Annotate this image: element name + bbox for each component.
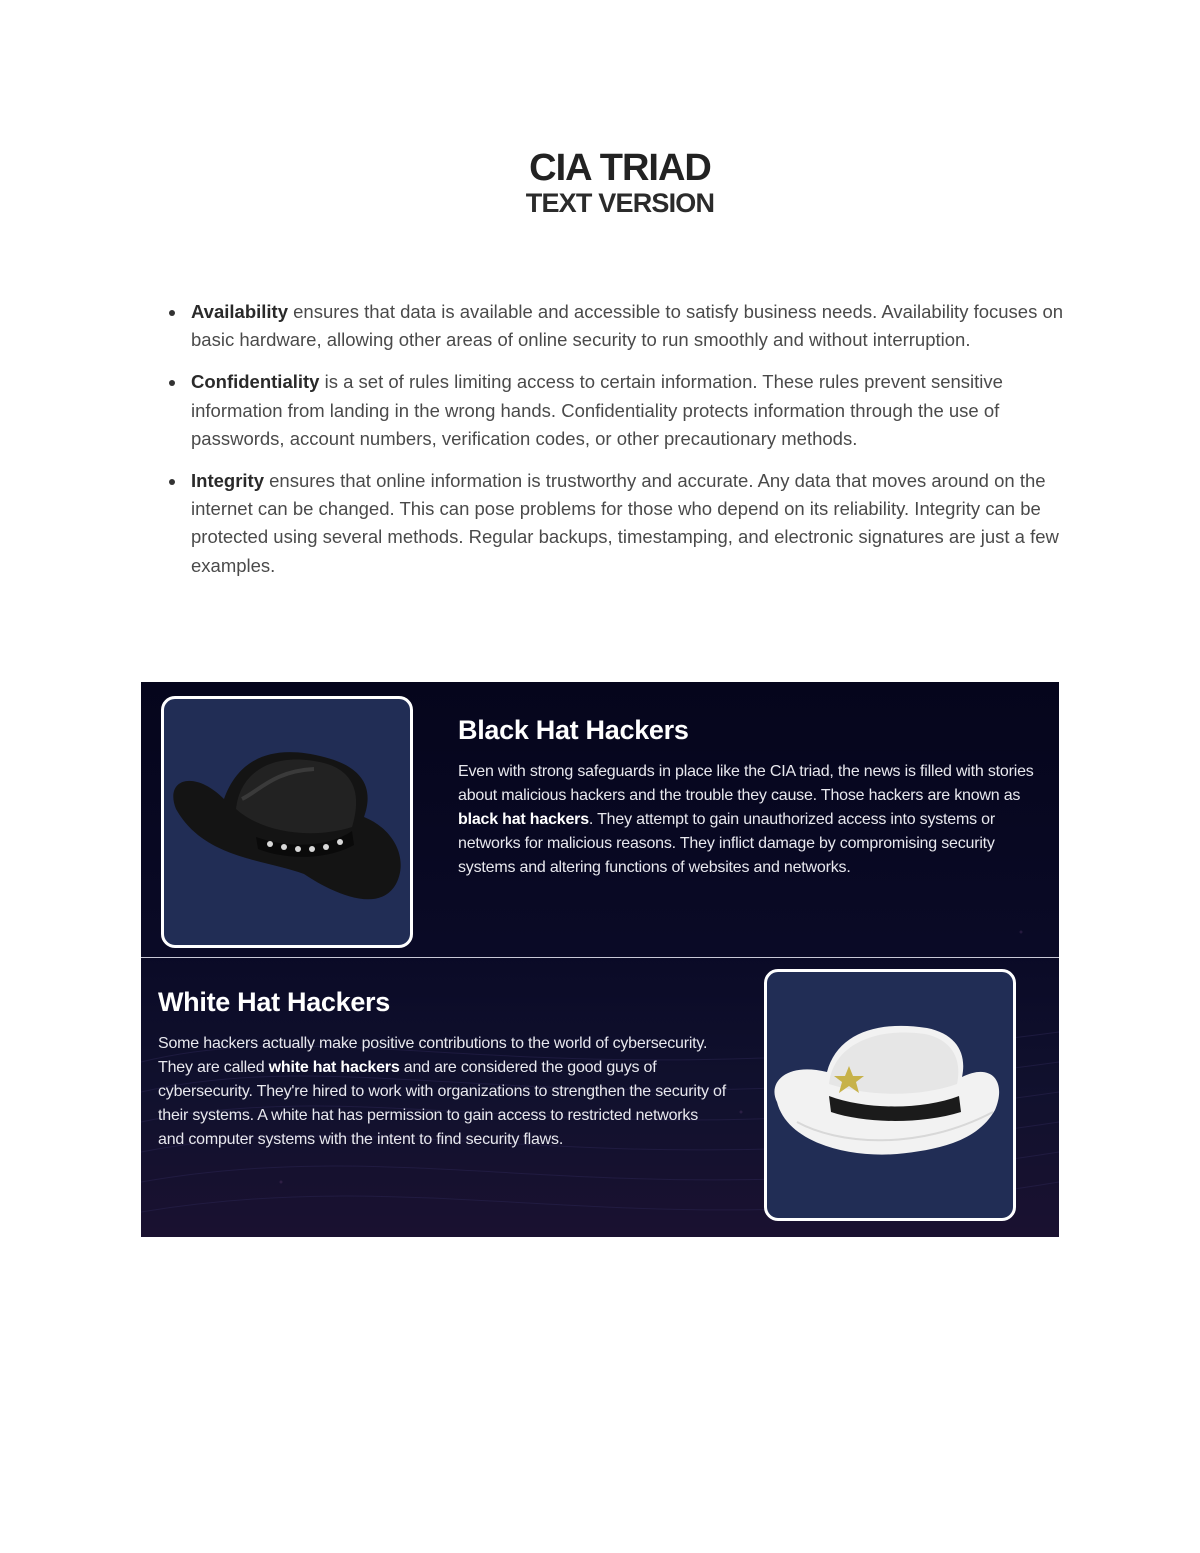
page-header: [0, 148, 1200, 218]
white-hat-card: [764, 969, 1016, 1221]
bullet-term: Confidentiality: [191, 371, 320, 393]
bullet-term: Availability: [191, 301, 288, 322]
white-hat-body-after: and are considered the good guys of cybersecurity. They're hired to work with organizations to strengthen the security of their systems. A white hat has permission to gain access to restricted networks and computer systems with the intent to find security flaws.: [158, 1059, 726, 1148]
bullet-text: ensures that data is available and accessible to satisfy business needs. Availability focuses on basic hardware, allowing other areas of online security to run smoothly and without interruption.: [191, 301, 1064, 351]
bullet-availability: [167, 298, 1067, 354]
black-hat-body: [458, 760, 1040, 880]
black-hat-body-after: . They attempt to gain unauthorized access into systems or networks for malicious reasons. They inflict damage by compromising security systems and altering functions of websites and networks.: [458, 811, 996, 876]
black-hat-card: [161, 696, 413, 948]
white-hat-icon: [767, 972, 1013, 1218]
black-hat-icon: [164, 699, 410, 945]
black-hat-body-bold: black hat hackers: [458, 811, 589, 828]
bullet-text: is a set of rules limiting access to certain information. These rules prevent sensitive information from landing in the wrong hands. Confidentiality protects information through the use of passwords, account numbers, verification codes, or other precautionary methods.: [191, 371, 1003, 449]
white-hat-body-bold: white hat hackers: [268, 1059, 400, 1076]
black-hat-title: Black Hat Hackers: [458, 715, 689, 745]
bullet-dot-icon: [169, 310, 175, 316]
hackers-banner: [141, 682, 1059, 1237]
section-divider: [141, 957, 1059, 958]
cia-bullet-list: [167, 298, 1067, 594]
bullet-confidentiality: [167, 368, 1067, 453]
bullet-term: Integrity: [191, 470, 264, 492]
bullet-dot-icon: [169, 380, 175, 386]
bullet-text: ensures that online information is trustworthy and accurate. Any data that moves around on the internet can be changed. This can pose problems for those who depend on its reliability. Integrity can be protected using several methods. Regular backups, timestamping, and electronic signatures are just a few examples.: [191, 470, 1059, 576]
black-hat-body-before: Even with strong safeguards in place like the CIA triad, the news is filled with stories about malicious hackers and the trouble they cause. Those hackers are known as: [458, 763, 1034, 804]
white-hat-title: White Hat Hackers: [158, 987, 390, 1017]
white-hat-body: [158, 1032, 728, 1152]
white-hat-body-before: Some hackers actually make positive contributions to the world of cybersecurity. They are called: [158, 1035, 708, 1076]
bullet-dot-icon: [169, 479, 175, 485]
page-title: CIA TRIAD: [529, 147, 711, 189]
bullet-integrity: [167, 467, 1067, 580]
page-subtitle: TEXT VERSION: [525, 188, 715, 218]
